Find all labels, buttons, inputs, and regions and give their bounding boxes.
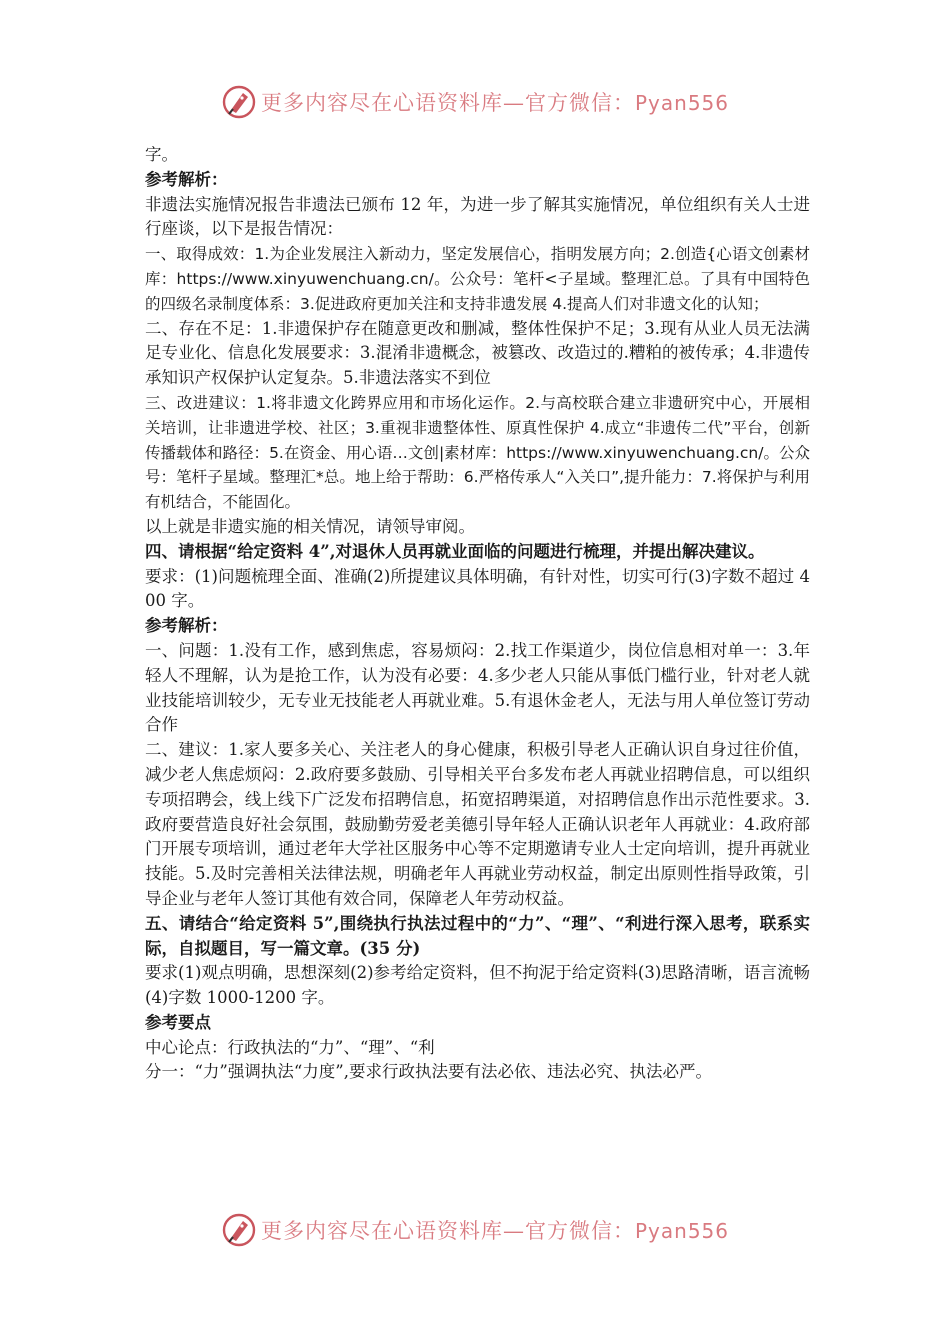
pen-nib-circle-icon [221,84,257,120]
watermark-text: 更多内容尽在心语资料库—官方微信：Pyan556 [260,91,729,115]
text-paragraph: 非遗法实施情况报告非遗法已颁布 12 年，为进一步了解其实施情况，单位组织有关人士进行座谈，以下是报告情况： [145,194,810,239]
text-paragraph: 以上就是非遗实施的相关情况，请领导审阅。 [145,516,475,536]
text-paragraph: 一、问题：1.没有工作，感到焦虑，容易烦闷：2.找工作渠道少，岗位信息相对单一：3.年轻人不理解，认为是抢工作，认为没有必要：4.多少老人只能从事低门槛行业，针对老人就业技能培训较少，无专业无技能老人再就业难。5.有退休金老人，无法与用人单位签订劳动合作 [145,640,810,735]
pen-nib-circle-icon [221,1212,257,1248]
section-heading: 参考解析： [145,169,228,189]
requirements-paragraph: 要求：(1)问题梳理全面、准确(2)所提建议具体明确，有针对性，切实可行(3)字数不超过 400 字。 [145,566,810,611]
text-paragraph: 中心论点：行政执法的“力”、“理”、“利 [145,1037,435,1057]
text-paragraph: 一、取得成效：1.为企业发展注入新动力，坚定发展信心，指明发展方向；2.创造{心语文创素材库：https://www.xinyuwenchuang.cn/。公众号：笔杆<子星域。整理汇总。了具有中国特色的四级名录制度体系：3.促进政府更加关注和支持非遗发展 4.提高人们对非遗文化的认知； [145,245,810,313]
watermark-banner-top [0,82,950,122]
watermark-banner-bottom [0,1210,950,1250]
watermark-text: 更多内容尽在心语资料库—官方微信：Pyan556 [260,1219,729,1243]
text-paragraph: 分一：“力”强调执法“力度”,要求行政执法要有法必依、违法必究、执法必严。 [145,1062,712,1082]
text-line: 字。 [145,145,178,164]
document-body [145,143,810,1085]
section-heading: 参考解析： [145,616,228,636]
section-heading: 参考要点 [145,1012,211,1032]
requirements-paragraph: 要求(1)观点明确，思想深刻(2)参考给定资料，但不拘泥于给定资料(3)思路清晰，语言流畅(4)字数 1000-1200 字。 [145,963,810,1008]
text-paragraph: 三、改进建议：1.将非遗文化跨界应用和市场化运作。2.与高校联合建立非遗研究中心，开展相关培训，让非遗进学校、社区；3.重视非遗整体性、原真性保护 4.成立“非遗传二代”平台，创新传播载体和路径：5.在资金、用心语…文创|素材库：https://www.xinyuwenchuang.cn/。公众号：笔杆子星域。整理汇*总。地上给于帮助：6.严格传承人“入关口”,提升能力：7.将保护与利用有机结合，不能固化。 [145,393,810,512]
text-paragraph: 二、建议：1.家人要多关心、关注老人的身心健康，积极引导老人正确认识自身过往价值，减少老人焦虑烦闷：2.政府要多鼓励、引导相关平台多发布老人再就业招聘信息，可以组织专项招聘会，线上线下广泛发布招聘信息，拓宽招聘渠道，对招聘信息作出示范性要求。3.政府要营造良好社会氛围，鼓励勤劳爱老美德引导年轻人正确认识老年人再就业：4.政府部门开展专项培训，通过老年大学社区服务中心等不定期邀请专业人士定向培训，提升再就业技能。5.及时完善相关法律法规，明确老年人再就业劳动权益，制定出原则性指导政策，引导企业与老年人签订其他有效合同，保障老人年劳动权益。 [145,740,810,908]
question-heading: 四、请根据“给定资料 4”,对退休人员再就业面临的问题进行梳理，并提出解决建议。 [145,541,765,561]
question-heading: 五、请结合“给定资料 5”,围绕执行执法过程中的“力”、“理”、“利进行深入思考，联系实际，自拟题目，写一篇文章。(35 分) [145,913,810,958]
text-paragraph: 二、存在不足：1.非遗保护存在随意更改和删减，整体性保护不足；3.现有从业人员无法满足专业化、信息化发展要求：3.混淆非遗概念，被篡改、改造过的.糟粕的被传承；4.非遗传承知识产权保护认定复杂。5.非遗法落实不到位 [145,318,810,388]
